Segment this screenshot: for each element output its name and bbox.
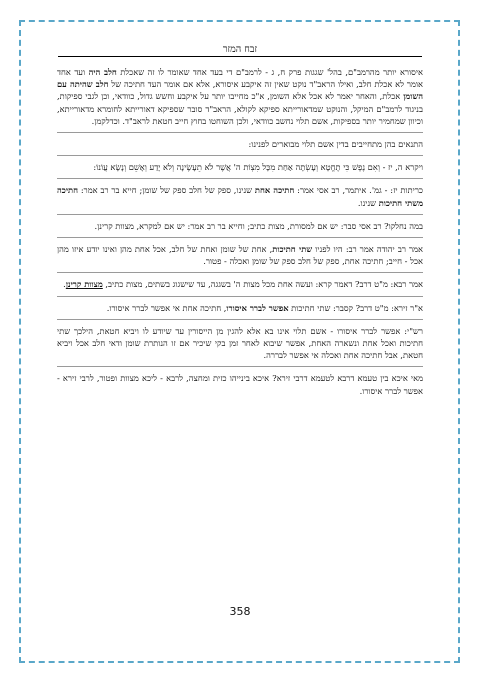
- text-span: ועד אחד אומר לא אכלת חלב, ואילו הראב"ד נוקט שאין זה איקבע איסורא, אלא אם אומר העד חתיכה של: [57, 67, 423, 90]
- bold-phrase: אפשר לברר איסורו: [226, 302, 289, 313]
- paragraph-rabbi-zeira: [57, 302, 423, 314]
- text-span: שנינו.: [357, 197, 379, 208]
- paragraph-rav-yehuda: [57, 243, 423, 267]
- paragraph-difference: מאי איכא בין טעמא דרבא לטעמא דרבי זירא? איכא בינייהו כזית ומחצה, לרבא - ליכא מצוות ופטור, לרבי זירא - אפשר לברר איסורו.: [57, 373, 423, 396]
- text-span: , חתיכה אחת אי אפשר לברר איסורו.: [106, 302, 227, 313]
- text-span: איסורא יותר מהרמב"ם, בהל' שגגות פרק ח, ג - לרמב"ם די בעד אחד שאומר לו זה שאכלת: [116, 67, 423, 77]
- text-span: א"ר זירא: מ"ט דרב? קסבר: שתי חתיכות: [288, 302, 423, 313]
- text-span: שנינו, ספק של חלב ספק של שומן; חייא בר רב אמר:: [77, 185, 255, 196]
- paragraph-rava: [57, 278, 423, 290]
- bold-phrase: חלב שהיתה עם השומן: [57, 79, 423, 102]
- paragraph-keritot: [57, 184, 423, 208]
- text-span: כריתות יז: - גמ'. איתמר, רב אסי אמר:: [294, 185, 423, 196]
- text-span: .: [63, 279, 66, 290]
- text-span: אכלת, והאחר יאמר לא אכל אלא השומן, א"כ מחייבו יותר על איקבע וחשש גדול, כוודאי, וכן לגבי ספיקות, בניגוד לרמב"ם המיקל, והנוקט שמדאורייתא ספיקא לקולא, הראב"ד סובר שספיקא דאורייתא לחומרא מדאורייתא, וכיוון שמחמיר יותר בספיקות, אשם תלוי נחשב כוודאי, ולכן השוחטו בחוץ חייב חטאת לראב"ד. וכדלקמן.: [57, 91, 423, 126]
- paragraph-conditions: התנאים בהן מתחייבים בדין אשם תלוי מבוארים לפנינו:: [248, 139, 423, 150]
- divider: [57, 178, 423, 179]
- page-number: 358: [229, 605, 251, 618]
- divider: [57, 155, 423, 156]
- divider: [57, 237, 423, 238]
- divider: [57, 366, 423, 367]
- header-divider: [58, 56, 422, 57]
- bold-phrase: חתיכה אחת: [254, 185, 295, 196]
- text-span: אמר רב יהודה אמר רב: היו לפניו: [312, 244, 424, 255]
- paragraph-dispute: במה נחלקו? רב אסי סבר: יש אם למסורת, מצות כתיב; וחייא בר רב אמר: יש אם למקרא, מצוות קרינן.: [94, 220, 423, 231]
- page-content: [57, 66, 423, 399]
- bold-phrase: חלב היה: [88, 67, 117, 77]
- divider: [57, 214, 423, 215]
- paragraph-intro: [57, 66, 423, 127]
- divider: [57, 132, 423, 133]
- verse-quote: ויקרא ה, יז - וְאִם נֶפֶשׁ כִּי תֶחֱטָא וְעָשְׂתָה אַחַת מִכָּל מִצְוֹת ה' אֲשֶׁר לֹא תֵעָשֶׂינָה וְלֹא יָדַע וְאָשֵׁם וְנָשָׂא עֲוֹנוֹ:: [93, 162, 423, 173]
- bold-phrase: חתיכה משתי חתיכות: [57, 185, 423, 208]
- divider: [57, 272, 423, 273]
- divider: [57, 319, 423, 320]
- text-span: אמר רבא: מ"ט דרב? דאמר קרא: ועשה אחת מכל מצות ה' בשגגה, עד שישגוג בשתים, מצות כתיב,: [102, 279, 423, 290]
- text-span: , אחת של שומן ואחת של חלב, אכל אחת מהן ואינו יודע איזו מהן אכל - חייב; חתיכה אחת, ספק של חלב ספק של שומן ואכלה - פטור.: [57, 244, 423, 267]
- divider: [57, 296, 423, 297]
- paragraph-rashi: רש"י: אפשר לברר איסורו - אשם תלוי אינו בא אלא להגין מן הייסורין עד שיודע לו ויביא חטאת, הילכך שתי חתיכות ואכל אחת ונשארה האחת, אפשר שיבוא לאחר זמן בקי שיכיר אם זו הנותרת שומן ודאי חלב אכל ויביא חטאת, אבל חתיכה אחת ואכלה אי אפשר לבררה.: [57, 325, 423, 361]
- page-header-title: זבח המזר: [222, 44, 258, 55]
- bold-phrase: שתי חתיכות: [272, 244, 313, 255]
- bold-underlined-phrase: מצוות קרינן: [65, 279, 103, 290]
